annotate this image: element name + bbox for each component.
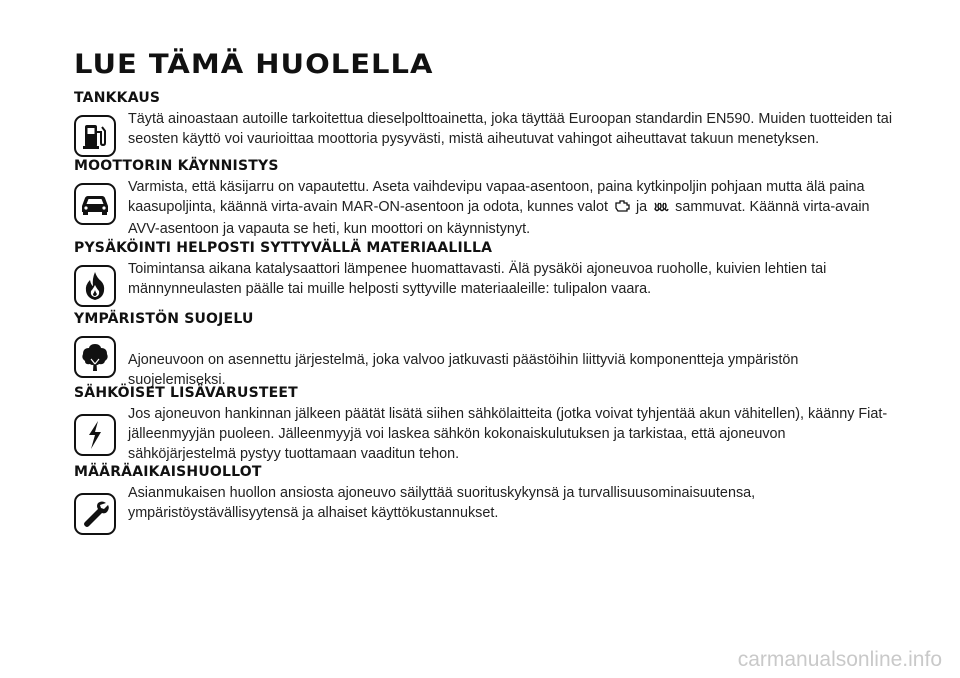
section-text: Täytä ainoastaan autoille tarkoitettua dieselpolttoainetta, joka täyttää Euroopan standardin EN590. Muiden tuotteiden tai seosten käyttö voi vaurioittaa moottoria pysyvästi, mistä aiheutuvat vahingot aiheuttavat takuun menetyksen.	[128, 111, 893, 147]
section-text-join: ja	[635, 199, 648, 215]
tree-icon	[74, 336, 116, 378]
car-icon	[74, 183, 116, 225]
section-title: PYSÄKÖINTI HELPOSTI SYTTYVÄLLÄ MATERIAALILLA	[74, 240, 493, 256]
fuel-pump-icon	[74, 115, 116, 157]
section-title: MÄÄRÄAIKAISHUOLLOT	[74, 464, 262, 480]
section-parking	[74, 240, 894, 299]
section-text: Ajoneuvoon on asennettu järjestelmä, joka valvoo jatkuvasti päästöihin liittyviä komponentteja ympäristön suojelemiseksi.	[128, 352, 799, 388]
section-text-part-b: sammuvat. Käännä virta-avain AVV-asentoon ja vapauta se heti, kun moottori on käynnistynyt.	[128, 199, 870, 237]
section-text: Asianmukaisen huollon ansiosta ajoneuvo säilyttää suorituskykynsä ja turvallisuusominaisuutensa, ympäristöystävällisyytensä ja alhaiset käyttökustannukset.	[128, 485, 756, 521]
section-electrical	[74, 385, 894, 464]
section-title: TANKKAUS	[74, 90, 161, 106]
engine-warning-icon	[614, 199, 630, 219]
lightning-icon	[74, 414, 116, 456]
page-title: LUE TÄMÄ HUOLELLA	[74, 48, 434, 80]
watermark: carmanualsonline.info	[737, 648, 942, 671]
section-engine-start	[74, 158, 894, 239]
section-title: MOOTTORIN KÄYNNISTYS	[74, 158, 279, 174]
section-text: Jos ajoneuvon hankinnan jälkeen päätät lisätä siihen sähkölaitteita (jotka voivat tyhjentää akun vähitellen), käänny Fiat-jälleenmyyjän puoleen. Jälleenmyyjä voi laskea sähkön kokonaiskulutuksen ja tarkistaa, että ajoneuvon sähköjärjestelmä pystyy tuottamaan vaaditun tehon.	[128, 406, 888, 462]
section-text: Toimintansa aikana katalysaattori lämpenee huomattavasti. Älä pysäköi ajoneuvoa ruoholle, kuivien lehtien tai männynneulasten päälle tai muille helposti syttyville materiaaleille: tulipalon vaara.	[128, 261, 827, 297]
section-title: SÄHKÖISET LISÄVARUSTEET	[74, 385, 298, 401]
section-text	[128, 177, 894, 239]
wrench-icon	[74, 493, 116, 535]
section-title: YMPÄRISTÖN SUOJELU	[74, 311, 254, 327]
section-environment	[74, 311, 894, 390]
glow-plug-icon	[653, 199, 669, 219]
section-text-part-a: Varmista, että käsijarru on vapautettu. Aseta vaihdevipu vapaa-asentoon, paina kytkinpoljin pohjaan mutta älä paina kaasupoljinta, käännä virta-avain MAR-ON-asentoon ja odota, kunnes valot	[128, 179, 865, 215]
section-refueling	[74, 90, 894, 149]
flame-icon	[74, 265, 116, 307]
section-maintenance	[74, 464, 894, 523]
